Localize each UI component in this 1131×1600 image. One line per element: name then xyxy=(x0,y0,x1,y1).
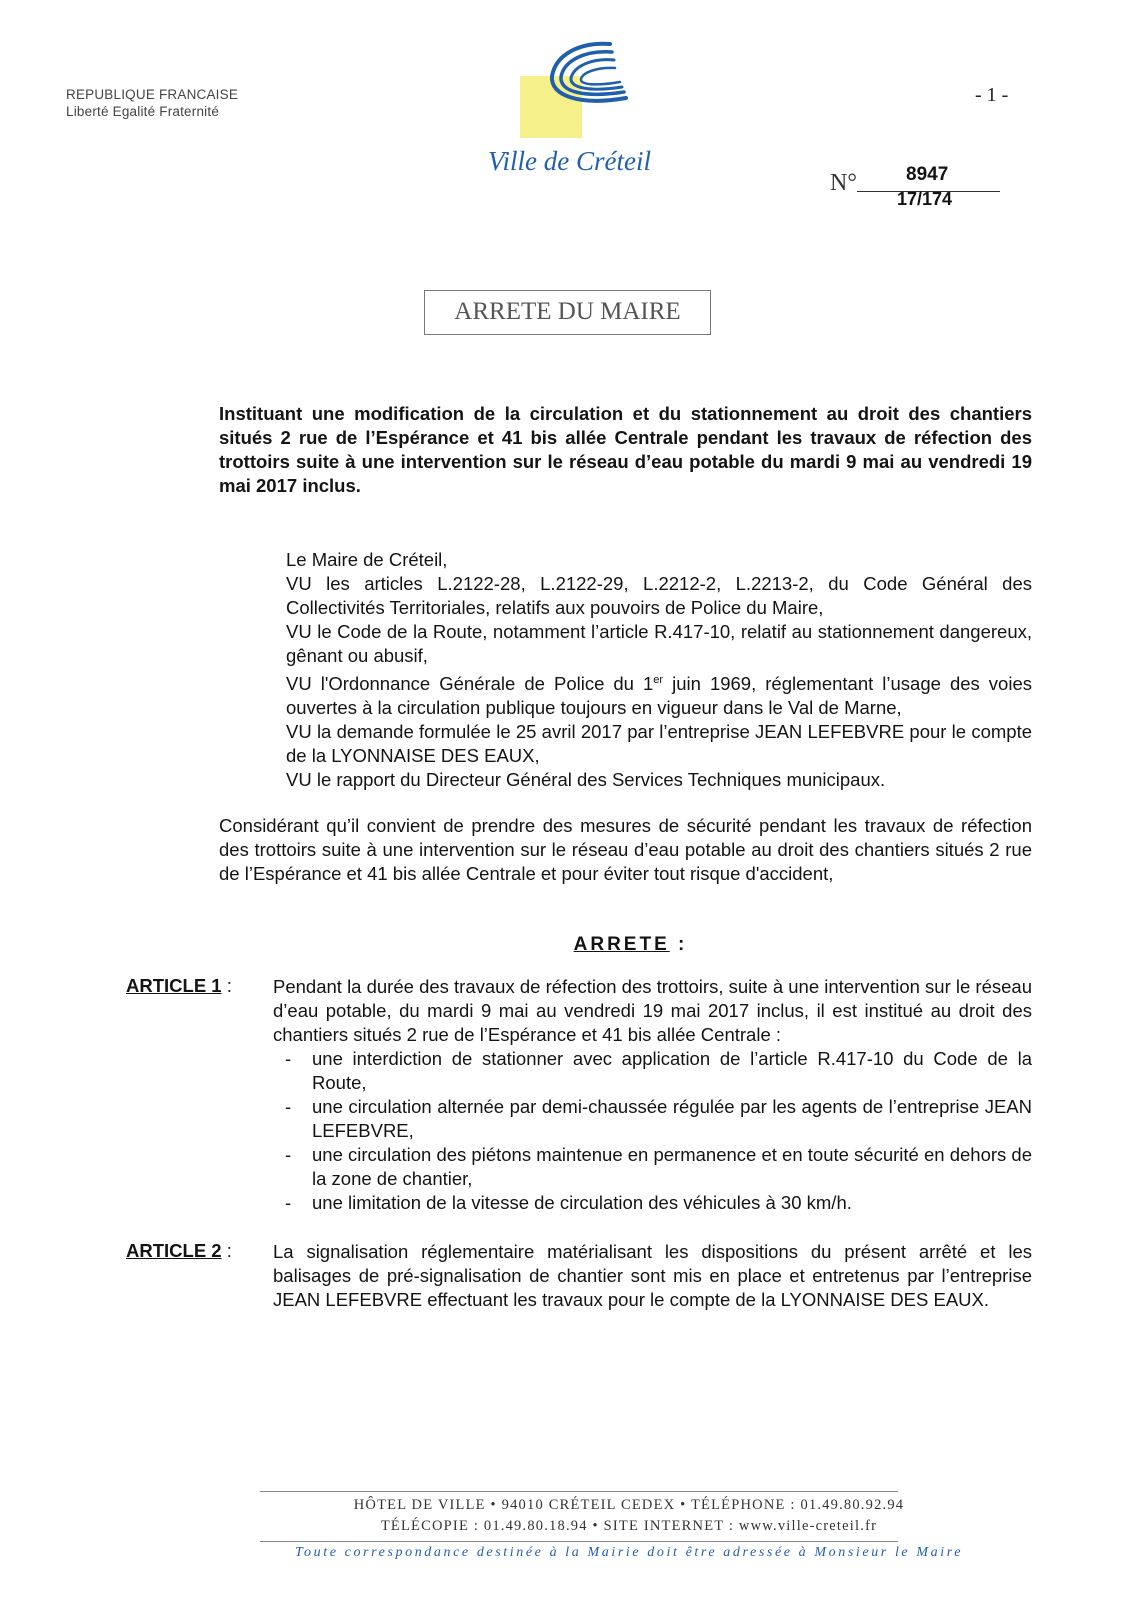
republique-text: REPUBLIQUE FRANCAISE xyxy=(66,87,239,102)
visas-section xyxy=(286,548,1032,792)
article-2-body: La signalisation réglementaire matérialisant les dispositions du présent arrêté et les balisages de pré-signalisation de chantier sont mis en place et entretenus par l’entreprise JEAN LEFEBVRE effectuant les travaux pour le compte de la LYONNAISE DES EAUX. xyxy=(273,1241,1032,1310)
visa-item: VU le rapport du Directeur Général des Services Techniques municipaux. xyxy=(286,769,886,791)
article-2-label-text: ARTICLE 2 xyxy=(126,1240,222,1261)
considerant-paragraph: Considérant qu’il convient de prendre des mesures de sécurité pendant les travaux de réfection des trottoirs suite à une intervention sur le réseau d’eau potable au droit des chantiers situés 2 rue de l’Espérance et 41 bis allée Centrale et pour éviter tout risque d'accident, xyxy=(219,815,1032,884)
visa-superscript: er xyxy=(653,674,664,686)
visas-intro: Le Maire de Créteil, xyxy=(286,549,448,570)
list-item: - une interdiction de stationner avec application de l’article R.417-10 du Code de la Route, xyxy=(273,1047,1032,1095)
republic-heading xyxy=(66,86,238,120)
visa-item: VU le Code de la Route, notamment l’article R.417-10, relatif au stationnement dangereux, gênant ou abusif, xyxy=(286,621,1032,666)
article-1-body xyxy=(273,975,1032,1215)
arrete-heading-colon: : xyxy=(678,934,688,955)
list-item: - une circulation des piétons maintenue en permanence et en toute sécurité en dehors de la zone de chantier, xyxy=(273,1143,1032,1191)
article-1-label-text: ARTICLE 1 xyxy=(126,975,222,996)
list-item: - une circulation alternée par demi-chaussée régulée par les agents de l’entreprise JEAN LEFEBVRE, xyxy=(273,1095,1032,1143)
page-number: - 1 - xyxy=(975,84,1009,106)
article-1-label xyxy=(126,975,232,997)
city-name: Ville de Créteil xyxy=(488,146,651,176)
list-item: - une limitation de la vitesse de circulation des véhicules à 30 km/h. xyxy=(273,1191,1032,1215)
footer-address: HÔTEL DE VILLE • 94010 CRÉTEIL CEDEX • TÉLÉPHONE : 01.49.80.92.94 xyxy=(353,1497,905,1513)
visa-text: juin 1969, réglementant l’usage des voies ouvertes à la circulation publique toujours en vigueur dans le Val de Marne, xyxy=(286,673,1032,719)
visa-item: VU la demande formulée le 25 avril 2017 par l’entreprise JEAN LEFEBVRE pour le compte de la LYONNAISE DES EAUX, xyxy=(286,721,1032,767)
article-2-label-colon: : xyxy=(221,1240,232,1261)
arrete-heading-text: ARRETE xyxy=(573,934,670,955)
creteil-logo-icon xyxy=(520,40,640,144)
arrete-reference: 17/174 xyxy=(897,189,953,209)
article-1-intro: Pendant la durée des travaux de réfection des trottoirs, suite à une intervention sur le réseau d’eau potable, du mardi 9 mai au vendredi 19 mai 2017 inclus, il est institué au droit des chantiers situés 2 rue de l’Espérance et 41 bis allée Centrale : xyxy=(273,976,1032,1045)
arrete-number: 8947 xyxy=(906,164,949,185)
footer-note: Toute correspondance destinée à la Mairie doit être adressée à Monsieur le Maire xyxy=(294,1545,964,1560)
devise-text: Liberté Egalité Fraternité xyxy=(66,104,220,119)
footer-contact: TÉLÉCOPIE : 01.49.80.18.94 • SITE INTERNET : www.ville-creteil.fr xyxy=(380,1518,878,1534)
visa-item xyxy=(286,668,1032,720)
footer-divider xyxy=(260,1541,898,1542)
number-label: N° xyxy=(830,170,857,196)
article-1-label-colon: : xyxy=(221,975,232,996)
article-1-list xyxy=(273,1047,1032,1215)
document-title: ARRETE DU MAIRE xyxy=(424,290,711,335)
document-heading: Instituant une modification de la circulation et du stationnement au droit des chantiers situés 2 rue de l’Espérance et 41 bis allée Centrale pendant les travaux de réfection des trottoirs suite à une intervention sur le réseau d’eau potable du mardi 9 mai au vendredi 19 mai 2017 inclus. xyxy=(219,403,1032,496)
arrete-heading xyxy=(0,934,1131,956)
footer-divider xyxy=(260,1491,898,1492)
visa-item: VU les articles L.2122-28, L.2122-29, L.2212-2, L.2213-2, du Code Général des Collectivités Territoriales, relatifs aux pouvoirs de Police du Maire, xyxy=(286,573,1032,618)
article-2-label xyxy=(126,1240,232,1262)
visa-text: VU l'Ordonnance Générale de Police du 1 xyxy=(286,673,654,695)
